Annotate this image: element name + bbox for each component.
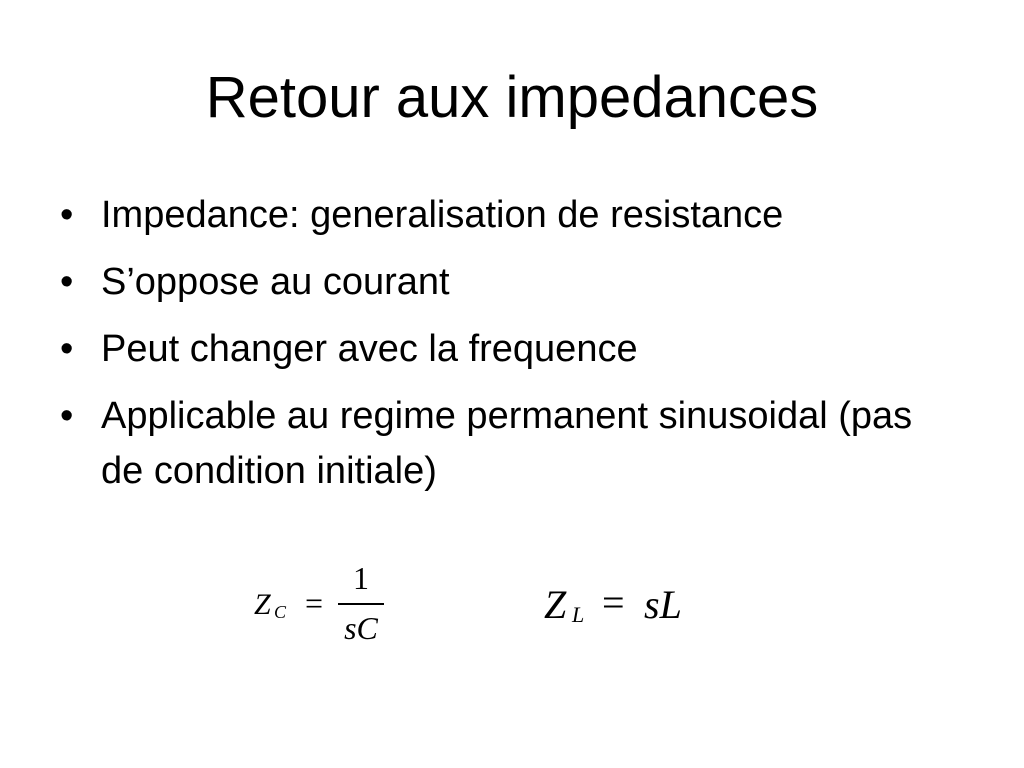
bullet-item bbox=[60, 322, 960, 377]
bullet-text: Applicable au regime permanent sinusoidal (pas de condition initiale) bbox=[101, 395, 913, 492]
formula-symbol: Z bbox=[254, 588, 271, 621]
bullet-list bbox=[60, 188, 960, 511]
bullet-dot: • bbox=[60, 395, 74, 437]
formula-numerator: 1 bbox=[353, 560, 369, 596]
formula-equals: = bbox=[305, 585, 324, 621]
inductor-impedance-formula bbox=[540, 578, 710, 638]
formula-subscript: L bbox=[572, 602, 585, 627]
bullet-text: Peut changer avec la frequence bbox=[101, 328, 638, 370]
bullet-item bbox=[60, 188, 960, 243]
bullet-dot: • bbox=[60, 194, 74, 236]
bullet-item bbox=[60, 389, 960, 499]
formula-symbol: Z bbox=[544, 582, 567, 627]
bullet-dot: • bbox=[60, 261, 74, 303]
bullet-dot: • bbox=[60, 328, 74, 370]
bullet-text: Impedance: generalisation de resistance bbox=[101, 194, 784, 236]
bullet-item bbox=[60, 255, 960, 310]
capacitor-impedance-formula bbox=[250, 560, 400, 656]
fraction-bar bbox=[338, 603, 384, 605]
formula-rhs: sL bbox=[644, 582, 682, 627]
formula-subscript: C bbox=[274, 602, 287, 622]
formula-equals: = bbox=[602, 580, 625, 625]
slide-title: Retour aux impedances bbox=[205, 65, 819, 130]
bullet-text: S’oppose au courant bbox=[101, 261, 450, 303]
formula-denominator: sC bbox=[344, 610, 378, 646]
